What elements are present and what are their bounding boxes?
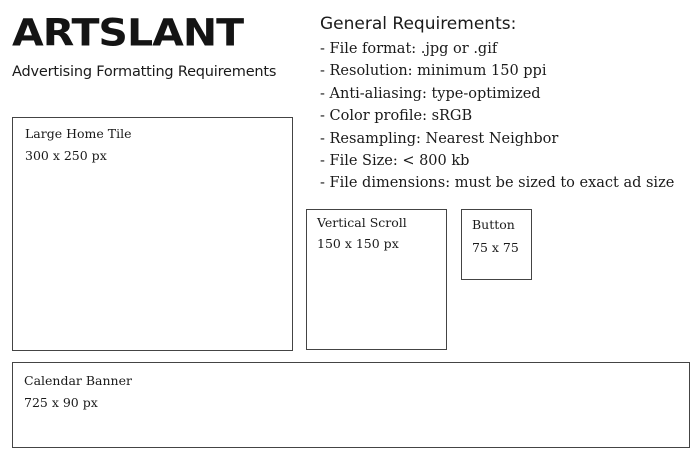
requirements-list: [320, 38, 674, 195]
calendar-banner-box: [12, 362, 690, 448]
large-home-tile-box: [12, 117, 293, 351]
requirement-color-profile: - Color profile: sRGB: [320, 108, 473, 125]
requirement-resolution: - Resolution: minimum 150 ppi: [320, 63, 547, 80]
requirement-file-dimensions: - File dimensions: must be sized to exact ad size: [320, 175, 675, 192]
requirement-file-size: - File Size: < 800 kb: [320, 152, 470, 169]
requirement-file-format: - File format: .jpg or .gif: [320, 41, 498, 57]
button-ad-name: Button: [472, 217, 515, 232]
artslant-logo: ARTSLANT: [12, 10, 244, 55]
vertical-scroll-size: 150 x 150 px: [317, 236, 399, 251]
requirement-resampling: - Resampling: Nearest Neighbor: [320, 130, 559, 147]
calendar-banner-size: 725 x 90 px: [24, 395, 98, 410]
large-home-tile-name: Large Home Tile: [25, 126, 132, 141]
vertical-scroll-box: [306, 209, 447, 350]
large-home-tile-size: 300 x 250 px: [25, 148, 107, 163]
button-ad-box: [461, 209, 532, 280]
button-ad-size: 75 x 75: [472, 240, 519, 255]
requirements-heading: General Requirements:: [320, 14, 517, 34]
requirement-anti-aliasing: - Anti-aliasing: type-optimized: [320, 85, 541, 102]
calendar-banner-name: Calendar Banner: [24, 373, 132, 388]
vertical-scroll-name: Vertical Scroll: [317, 215, 407, 230]
page-subtitle: Advertising Formatting Requirements: [12, 64, 277, 80]
